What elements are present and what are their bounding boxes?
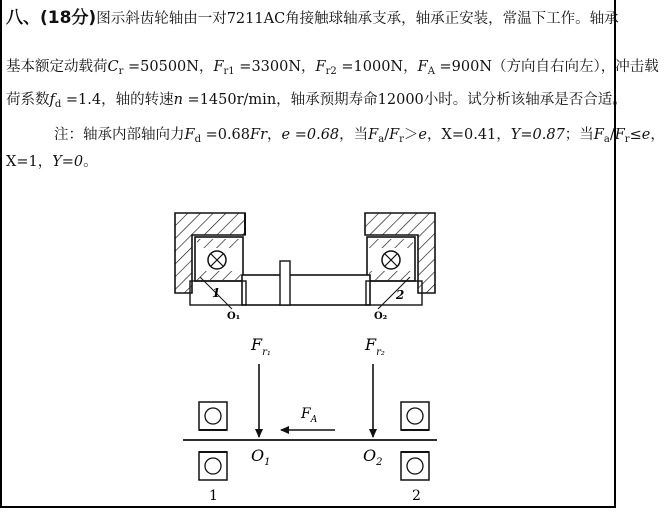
- fa-label: $F_A$: [301, 406, 318, 425]
- bearing-1-number: 1: [209, 488, 218, 504]
- problem-heading: 八、(18分): [6, 8, 97, 28]
- left-bearing: [195, 237, 243, 281]
- o2-label: $O_2$: [363, 446, 383, 468]
- bearing-2-label: 2: [396, 288, 405, 302]
- bearing-2-number: 2: [412, 488, 421, 504]
- point-o1-label: O₁: [227, 311, 241, 322]
- problem-line-3: 荷系数$f_d =1.4$，轴的转速n =1450r/min，轴承预期寿命12000小时。试分析该轴承是否合适。: [6, 92, 627, 110]
- bearing-2-symbol-top: [401, 402, 429, 430]
- force-diagram: [175, 330, 445, 508]
- fr1-label: $F_{r_1}$: [251, 335, 271, 358]
- problem-note-line: 注：轴承内部轴向力$F_d =0.68Fr$，e =0.68，当$F_a/F_r>e$，X=0.41，Y=0.87；当$F_a/F_r\le e$，: [54, 127, 665, 145]
- bearing-1-symbol-top: [199, 402, 227, 430]
- problem-line-2: 基本额定动载荷$C_r =50500N$，$F_{r1} =3300N$，$F_{r2} =1000N$，$F_A =900N$（方向自右向左），冲击载: [6, 59, 659, 77]
- point-o2-label: O₂: [374, 311, 388, 322]
- bearing-1-symbol-bottom: [199, 452, 227, 480]
- bearing-1-label: 1: [212, 286, 221, 300]
- problem-line-1: 八、(18分)图示斜齿轮轴由一对7211AC角接触球轴承支承，轴承正安装，常温下工作。轴承: [6, 8, 619, 28]
- o1-label: $O_1$: [251, 446, 271, 468]
- right-bearing: [367, 237, 415, 281]
- fr2-label: $F_{r_2}$: [365, 335, 385, 358]
- problem-line-5: X=1，Y=0。: [6, 154, 98, 170]
- bearing-2-symbol-bottom: [401, 452, 429, 480]
- bearing-assembly-diagram: [170, 205, 450, 325]
